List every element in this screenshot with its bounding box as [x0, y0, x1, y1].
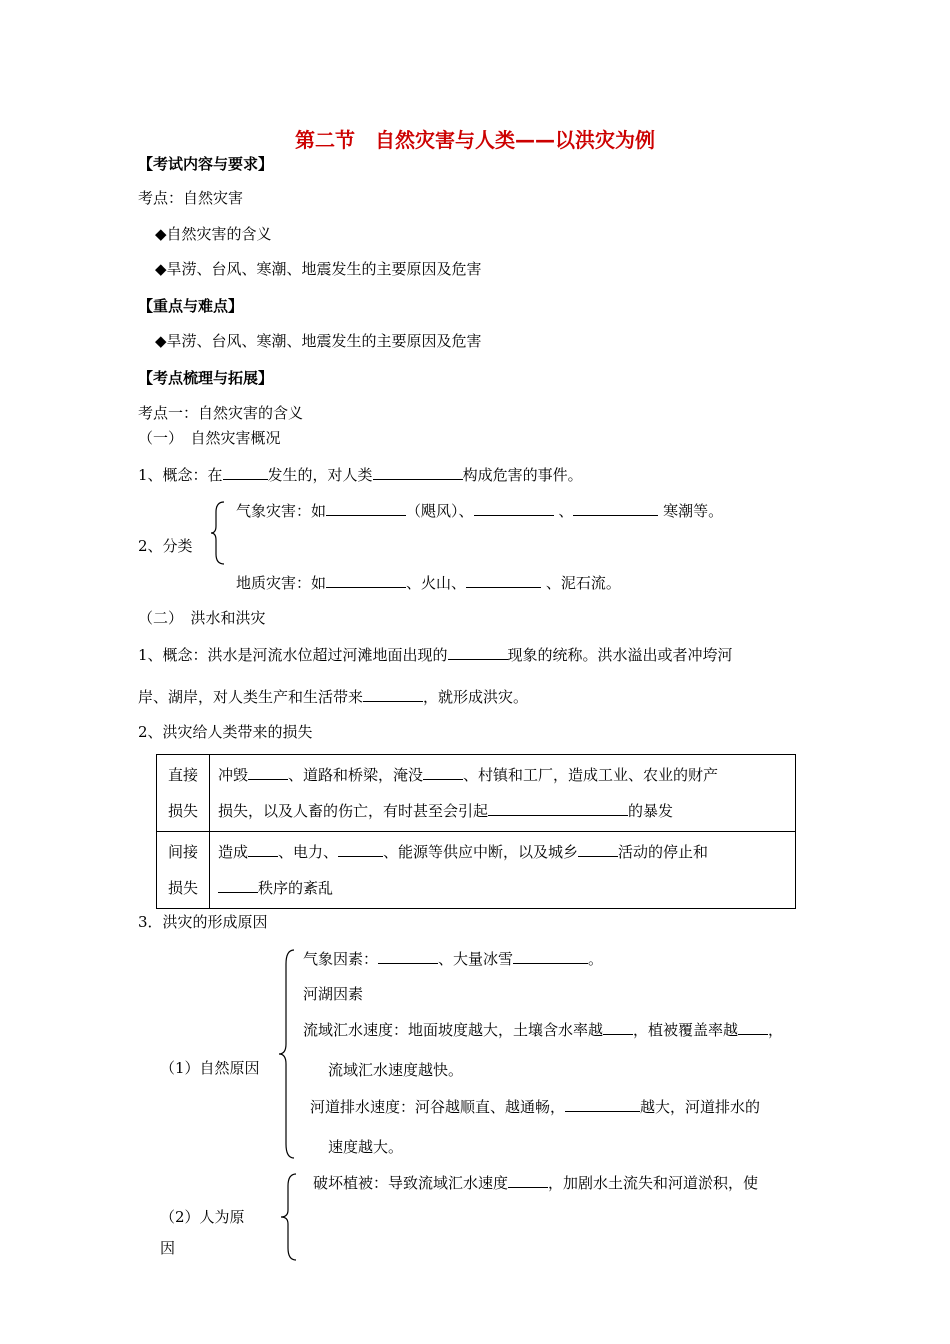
classification-label: 2、分类 — [138, 537, 193, 555]
left-brace-icon — [280, 1172, 300, 1262]
flood-loss-heading: 2、洪灾给人类带来的损失 — [138, 723, 313, 741]
blank[interactable] — [603, 1019, 633, 1035]
flood-concept-line-2: 岸、湖岸，对人类生产和生活带来 ，就形成洪灾。 — [138, 688, 529, 706]
kaodian-line: 考点：自然灾害 — [138, 189, 244, 207]
section-heading-exam: 【考试内容与要求】 — [138, 155, 274, 173]
blank[interactable] — [508, 1172, 548, 1188]
blank[interactable] — [373, 464, 463, 480]
bullet-item: ◆旱涝、台风、寒潮、地震发生的主要原因及危害 — [155, 260, 482, 278]
bullet-item: ◆自然灾害的含义 — [155, 225, 272, 243]
table-header-cell: 直接 损失 — [157, 755, 210, 832]
geologic-disaster-line: 地质灾害：如 、火山、 、泥石流。 — [236, 574, 621, 592]
blank[interactable] — [248, 764, 288, 780]
blank[interactable] — [513, 948, 588, 964]
natural-cause-label: （1）自然原因 — [160, 1059, 260, 1077]
blank[interactable] — [448, 644, 508, 660]
flood-loss-table — [156, 754, 796, 909]
human-cause-label: （2）人为原 — [160, 1208, 245, 1226]
table-header-cell: 间接 损失 — [157, 832, 210, 909]
table-cell: 造成 、电力、 、能源等供应中断，以及城乡 活动的停止和 秩序的紊乱 — [210, 832, 796, 909]
blank[interactable] — [248, 841, 278, 857]
table-row — [157, 832, 796, 909]
part-two-heading: （二） 洪水和洪灾 — [138, 609, 266, 627]
basin-speed-line: 流域汇水速度：地面坡度越大，土壤含水率越 ，植被覆盖率越 ， — [303, 1021, 784, 1039]
blank[interactable] — [378, 948, 438, 964]
blank[interactable] — [738, 1019, 768, 1035]
blank[interactable] — [578, 841, 618, 857]
river-drain-line-2: 速度越大。 — [328, 1138, 404, 1156]
blank[interactable] — [565, 1096, 640, 1112]
blank[interactable] — [363, 686, 423, 702]
page-title: 第二节 自然灾害与人类——以洪灾为例 — [295, 128, 655, 152]
part-one-heading: （一） 自然灾害概况 — [138, 429, 281, 447]
flood-cause-heading: 3．洪灾的形成原因 — [138, 913, 268, 931]
left-brace-icon — [278, 948, 298, 1160]
human-cause-label-2: 因 — [160, 1239, 176, 1257]
blank[interactable] — [218, 877, 258, 893]
blank[interactable] — [326, 500, 406, 516]
blank[interactable] — [573, 500, 658, 516]
river-drain-line: 河道排水速度：河谷越顺直、越通畅， 越大，河道排水的 — [310, 1098, 761, 1116]
left-brace-icon — [210, 500, 230, 566]
table-row — [157, 755, 796, 832]
bullet-item: ◆旱涝、台风、寒潮、地震发生的主要原因及危害 — [155, 332, 482, 350]
blank[interactable] — [223, 464, 268, 480]
vegetation-line: 破坏植被：导致流域汇水速度 ，加剧水土流失和河道淤积，使 — [313, 1174, 759, 1192]
section-heading-key: 【重点与难点】 — [138, 297, 244, 315]
blank[interactable] — [423, 764, 463, 780]
blank[interactable] — [466, 572, 541, 588]
basin-speed-line-2: 流域汇水速度越快。 — [328, 1061, 464, 1079]
weather-factor-line: 气象因素： 、大量冰雪 。 — [303, 950, 604, 968]
concept-line: 1、概念：在 发生的，对人类 构成危害的事件。 — [138, 466, 583, 484]
table-cell: 冲毁 、道路和桥梁，淹没 、村镇和工厂，造成工业、农业的财产 损失，以及人畜的伤亡，有时甚至会引起 的暴发 — [210, 755, 796, 832]
blank[interactable] — [488, 800, 628, 816]
blank[interactable] — [326, 572, 406, 588]
flood-concept-line: 1、概念：洪水是河流水位超过河滩地面出现的 现象的统称。洪水溢出或者冲垮河 — [138, 646, 733, 664]
lake-factor-line: 河湖因素 — [303, 985, 364, 1003]
weather-disaster-line: 气象灾害：如 （飓风）、 、 寒潮等。 — [236, 502, 724, 520]
section-heading-review: 【考点梳理与拓展】 — [138, 369, 274, 387]
blank[interactable] — [338, 841, 383, 857]
blank[interactable] — [474, 500, 554, 516]
kaodian-one: 考点一：自然灾害的含义 — [138, 404, 304, 422]
